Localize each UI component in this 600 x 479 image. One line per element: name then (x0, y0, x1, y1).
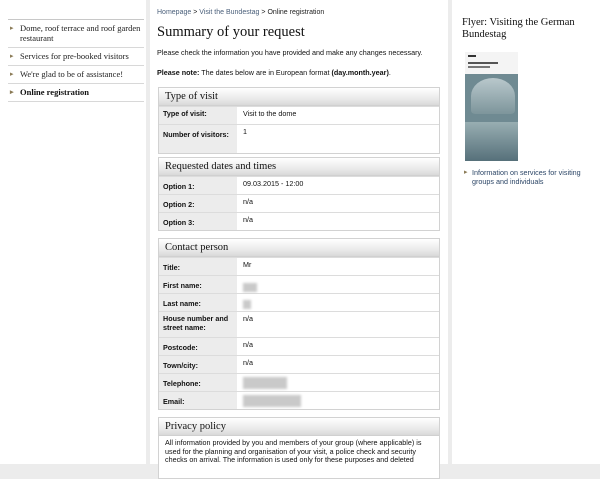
row-label: Postcode: (159, 338, 237, 355)
row-value (237, 392, 439, 409)
row-label: Town/city: (159, 356, 237, 373)
row-label: Last name: (159, 294, 237, 311)
table-row (159, 275, 439, 293)
section-heading: Contact person (159, 239, 439, 257)
row-value: n/a (243, 197, 253, 206)
row-value (237, 374, 439, 391)
row-label: Option 2: (159, 195, 237, 212)
row-value: Visit to the dome (243, 109, 297, 118)
right-rail (452, 0, 600, 464)
table-row (159, 293, 439, 311)
sidebar-item-label: Dome, roof terrace and roof garden restaurant (20, 23, 141, 43)
table-row (159, 212, 439, 230)
section-requested-dates (158, 157, 440, 231)
row-label: Telephone: (159, 374, 237, 391)
row-label: Option 3: (159, 213, 237, 230)
sidebar-item-assistance[interactable] (8, 65, 144, 83)
breadcrumb (157, 9, 324, 16)
table-row (159, 106, 439, 124)
row-label: House number and street name: (159, 312, 237, 337)
table-row (159, 124, 439, 153)
privacy-policy-text: All information provided by you and members of your group (where applicable) is used for the planning and organisation of your visit, a police check and security checks on arrival. The information is used only for these purposes and deleted (165, 438, 422, 465)
sidebar-item-label: Online registration (20, 87, 90, 97)
flyer-cover-logo (468, 55, 476, 57)
row-value: 09.03.2015 - 12:00 (243, 179, 304, 188)
breadcrumb-separator: > (261, 9, 266, 16)
note-text: The dates below are in European format (201, 68, 330, 77)
sidebar-item-label: We're glad to be of assistance! (20, 69, 124, 79)
sidebar-nav (8, 19, 144, 102)
arrow-right-icon: ▸ (10, 52, 14, 60)
flyer-cover-title-line (468, 66, 490, 68)
redacted-value (243, 283, 257, 292)
section-privacy-policy (158, 417, 440, 479)
left-sidebar (0, 0, 146, 464)
redacted-value (243, 377, 287, 389)
services-info-link[interactable] (464, 168, 594, 186)
flyer-cover-title-line (468, 62, 498, 64)
row-label: Type of visit: (159, 107, 237, 124)
intro-text: Please check the information you have provided and make any changes necessary. (157, 48, 423, 57)
arrow-right-icon: ▸ (10, 24, 14, 32)
row-value (237, 294, 439, 311)
row-label: Email: (159, 392, 237, 409)
redacted-value (243, 395, 301, 407)
section-type-of-visit (158, 87, 440, 154)
flyer-dome-image (471, 78, 515, 114)
services-info-link-text: Information on services for visiting groups and individuals (472, 168, 581, 186)
flyer-thumbnail[interactable] (465, 52, 518, 161)
note-end: . (388, 68, 391, 77)
section-heading: Type of visit (159, 88, 439, 106)
page-title: Summary of your request (157, 24, 305, 40)
arrow-right-icon: ▸ (10, 70, 14, 78)
breadcrumb-visit-link[interactable]: Visit the Bundestag (199, 9, 260, 16)
row-label: First name: (159, 276, 237, 293)
flyer-title: Flyer: Visiting the German Bundestag (462, 17, 575, 40)
note-format: (day.month.year) (331, 68, 389, 77)
table-row (159, 373, 439, 391)
table-row (159, 391, 439, 409)
table-row (159, 257, 439, 275)
sidebar-item-label: Services for pre-booked visitors (20, 51, 129, 61)
table-row (159, 194, 439, 212)
table-row (159, 355, 439, 373)
row-label: Number of visitors: (159, 125, 237, 153)
row-value (237, 276, 439, 293)
row-value: 1 (243, 127, 247, 136)
breadcrumb-home-link[interactable]: Homepage (157, 9, 192, 16)
section-heading: Privacy policy (159, 418, 439, 436)
sidebar-item-online-registration[interactable] (8, 83, 144, 102)
main-content (150, 0, 448, 464)
sidebar-item-services[interactable] (8, 47, 144, 65)
breadcrumb-separator: > (193, 9, 198, 16)
arrow-right-icon: ▸ (10, 88, 14, 96)
arrow-right-icon: ▸ (464, 169, 468, 176)
table-row (159, 176, 439, 194)
row-value: Mr (243, 260, 252, 269)
row-value: n/a (243, 340, 253, 349)
flyer-floor-image (465, 122, 518, 161)
date-format-note (157, 68, 391, 77)
row-value: n/a (243, 358, 253, 367)
row-label: Option 1: (159, 177, 237, 194)
note-label: Please note: (157, 68, 200, 77)
table-row (159, 311, 439, 337)
breadcrumb-current: Online registration (267, 9, 325, 16)
row-value: n/a (243, 314, 253, 323)
sidebar-item-dome[interactable] (8, 19, 144, 47)
section-contact-person (158, 238, 440, 410)
redacted-value (243, 300, 251, 309)
row-label: Title: (159, 258, 237, 275)
section-heading: Requested dates and times (159, 158, 439, 176)
table-row (159, 337, 439, 355)
row-value: n/a (243, 215, 253, 224)
